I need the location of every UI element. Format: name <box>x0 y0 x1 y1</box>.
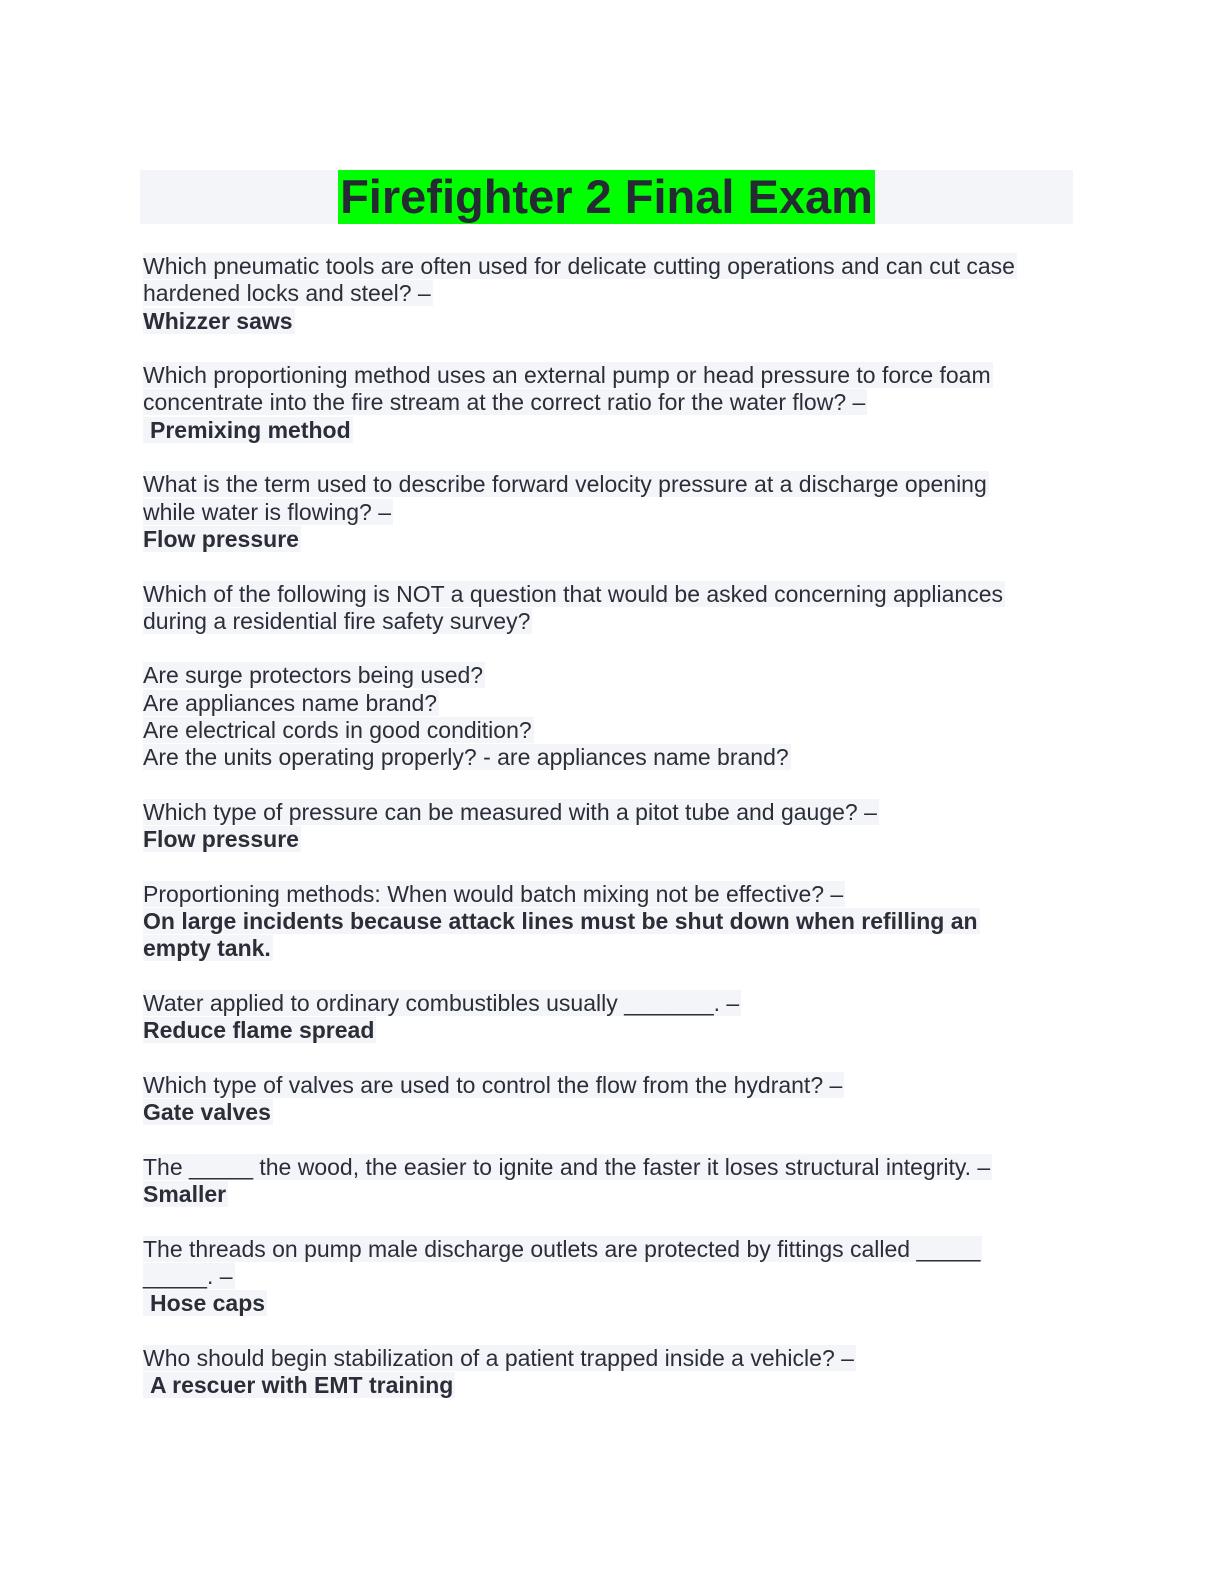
option-text: Are surge protectors being used? <box>143 662 484 689</box>
question-text: Who should begin stabilization of a patient trapped inside a vehicle? – <box>143 1344 854 1371</box>
question-block-9 <box>143 1154 1073 1209</box>
answer-text: A rescuer with EMT training <box>143 1372 455 1398</box>
question-text: What is the term used to describe forward velocity pressure at a discharge opening <box>143 471 987 498</box>
question-text: while water is flowing? – <box>143 498 392 525</box>
question-block-3 <box>143 471 1073 553</box>
answer-text: Hose caps <box>143 1290 267 1316</box>
question-block-1 <box>143 253 1073 335</box>
question-block-10 <box>143 1236 1073 1318</box>
answer-text: Flow pressure <box>143 525 299 552</box>
question-text: The _____ the wood, the easier to ignite and the faster it loses structural integrity. – <box>143 1153 991 1180</box>
question-block-4 <box>143 581 1073 636</box>
question-text: _____. – <box>143 1262 233 1289</box>
answer-text: Reduce flame spread <box>143 1017 375 1044</box>
answer-text: Premixing method <box>143 417 353 443</box>
question-text: Proportioning methods: When would batch mixing not be effective? – <box>143 880 844 907</box>
question-block-2 <box>143 362 1073 444</box>
answer-text: On large incidents because attack lines must be shut down when refilling an <box>143 908 978 935</box>
answer-text: Flow pressure <box>143 826 299 853</box>
question-text: Which type of valves are used to control the flow from the hydrant? – <box>143 1071 843 1098</box>
question-text: hardened locks and steel? – <box>143 280 431 307</box>
question-text: Water applied to ordinary combustibles usually _______. – <box>143 990 740 1017</box>
question-text: concentrate into the fire stream at the correct ratio for the water flow? – <box>143 389 866 416</box>
title-band <box>140 170 1073 224</box>
answer-text: empty tank. <box>143 935 271 962</box>
question-block-11 <box>143 1345 1073 1400</box>
question-block-8 <box>143 1072 1073 1127</box>
option-list <box>143 662 1073 771</box>
page-title: Firefighter 2 Final Exam <box>340 170 873 223</box>
question-text: Which of the following is NOT a question that would be asked concerning appliances <box>143 580 1004 607</box>
question-block-5 <box>143 799 1073 854</box>
question-block-7 <box>143 990 1073 1045</box>
question-text: The threads on pump male discharge outlets are protected by fittings called _____ <box>143 1235 981 1262</box>
option-text: Are the units operating properly? - are appliances name brand? <box>143 744 789 771</box>
option-text: Are electrical cords in good condition? <box>143 717 532 744</box>
question-text: during a residential fire safety survey? <box>143 607 531 634</box>
question-text: Which proportioning method uses an external pump or head pressure to force foam <box>143 362 991 389</box>
exam-content <box>143 253 1073 1427</box>
question-text: Which type of pressure can be measured with a pitot tube and gauge? – <box>143 798 877 825</box>
question-text: Which pneumatic tools are often used for delicate cutting operations and can cut case <box>143 253 1015 279</box>
answer-text: Gate valves <box>143 1099 271 1126</box>
option-text: Are appliances name brand? <box>143 689 438 716</box>
answer-text: Smaller <box>143 1181 227 1208</box>
answer-text: Whizzer saws <box>143 307 293 334</box>
question-block-6 <box>143 881 1073 963</box>
